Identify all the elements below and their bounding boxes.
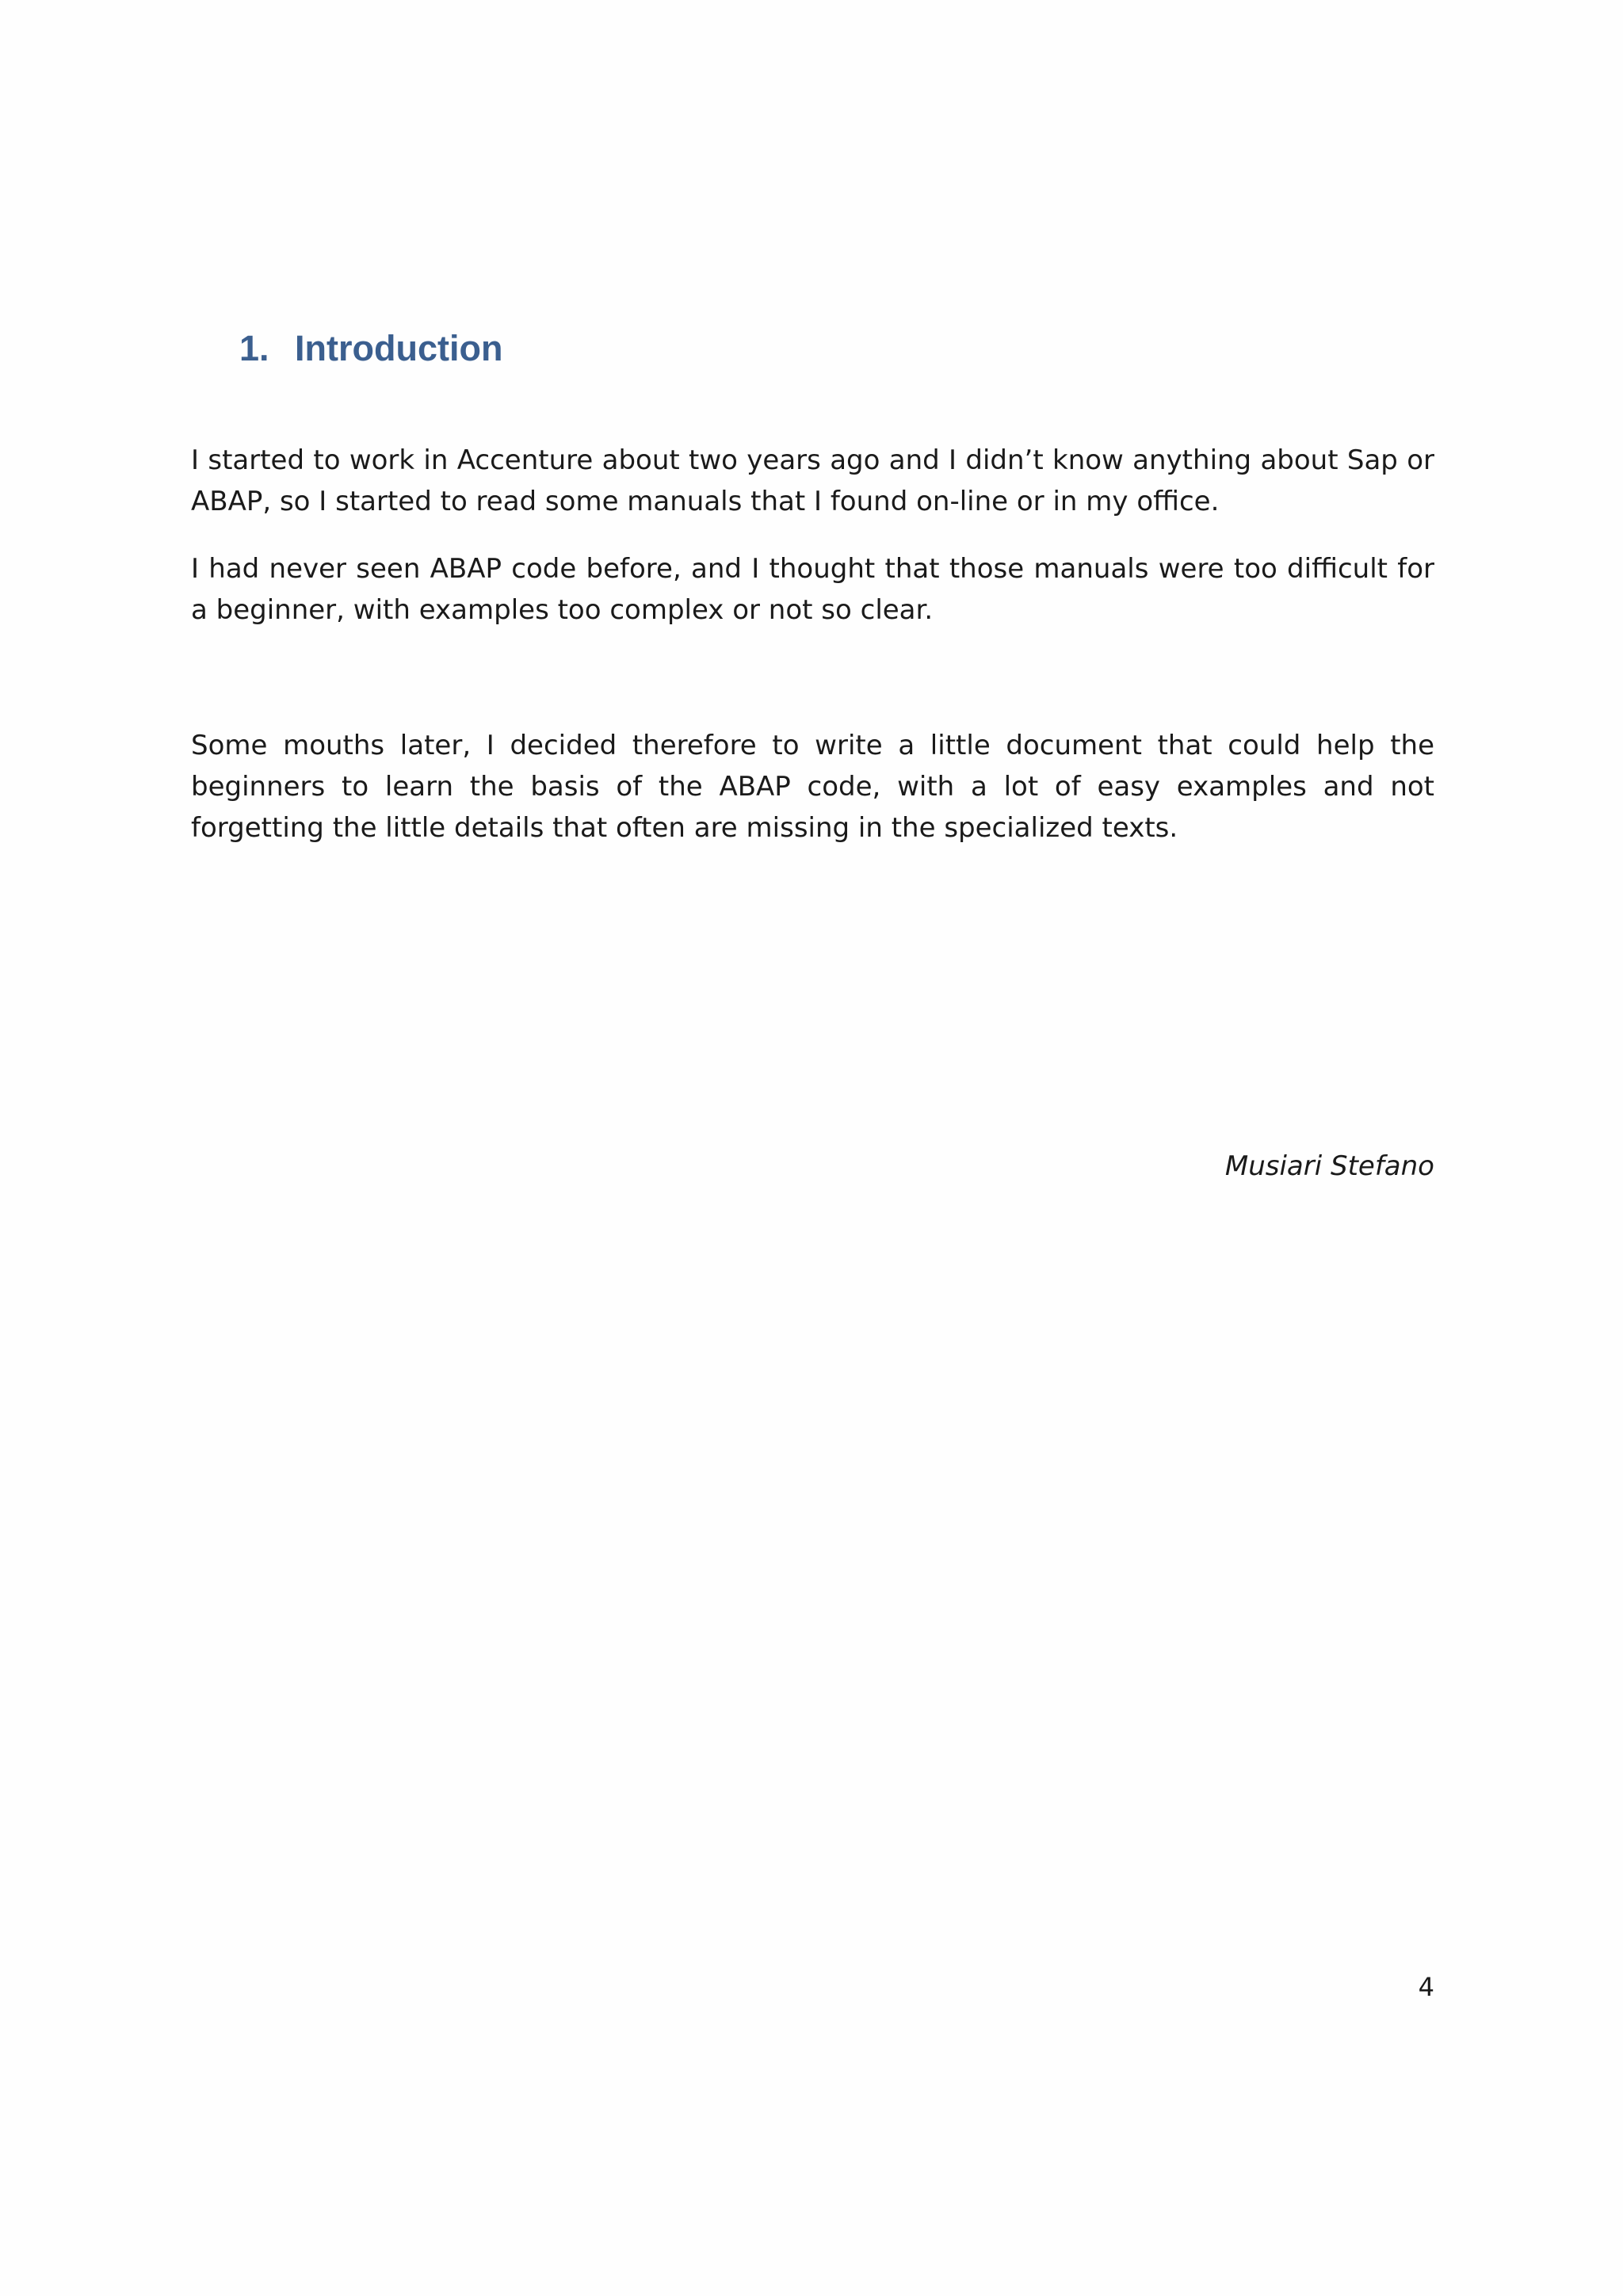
section-title: Introduction [295,328,503,368]
author-signature: Musiari Stefano [1224,1150,1434,1182]
intro-paragraph-2: I had never seen ABAP code before, and I thought that those manuals were too difficult for a beginner, with examples too complex or not so clear. [191,553,1434,626]
section-heading [239,325,502,372]
page-number: 4 [1418,1972,1434,2002]
intro-paragraph-1: I started to work in Accenture about two years ago and I didn’t know anything about Sap or ABAP, so I started to read some manuals that I found on-line or in my office. [191,444,1434,517]
intro-paragraph-3: Some mouths later, I decided therefore to write a little document that could help the beginners to learn the basis of the ABAP code, with a lot of easy examples and not forgetting the little details that often are missing in the specialized texts. [191,730,1434,844]
section-number: 1. [239,328,269,368]
